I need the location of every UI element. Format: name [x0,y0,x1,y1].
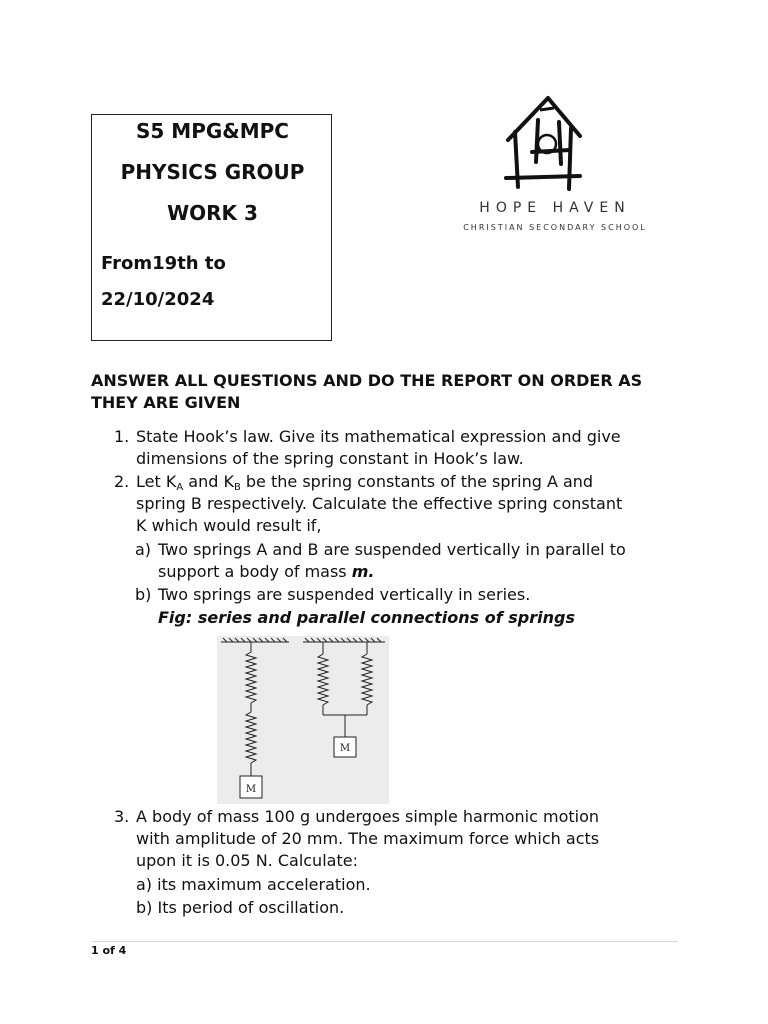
q2-subscript-a: A [176,482,184,493]
question-3-number: 3. [114,807,130,826]
title-line-class: S5 MPG&MPC [136,119,289,143]
title-line-subject: PHYSICS GROUP [120,160,305,184]
q2-text-rest: be the spring constants of the spring A and [240,472,594,491]
parallel-mass-label: M [339,743,351,754]
page-number: 1 of 4 [91,944,127,957]
school-subtitle: CHRISTIAN SECONDARY SCHOOL [463,223,647,232]
house-logo-icon [440,92,670,192]
question-3-line-2: with amplitude of 20 mm. The maximum force which acts [136,829,600,848]
question-3b: b) Its period of oscillation. [136,898,345,917]
figure-caption: Fig: series and parallel connections of springs [158,608,575,627]
instructions-heading: ANSWER ALL QUESTIONS AND DO THE REPORT ON ORDER AS THEY ARE GIVEN [91,371,643,412]
series-mass-label: M [245,784,257,795]
question-2b-line-1: Two springs are suspended vertically in series. [158,585,531,604]
question-2-line-2: spring B respectively. Calculate the effective spring constant [136,494,623,513]
date-line-to: 22/10/2024 [101,289,215,310]
question-3-line-3: upon it is 0.05 N. Calculate: [136,851,358,870]
q2-subscript-b: B [233,482,241,493]
school-name: HOPE HAVEN [479,200,631,216]
question-2a-line-1: Two springs A and B are suspended vertically in parallel to [158,540,626,559]
springs-figure [217,636,389,804]
q2-text-and-k: and K [183,472,234,491]
question-2a-line-2 [158,561,374,583]
date-line-from: From19th to [101,253,226,274]
q2a-text: support a body of mass [158,562,352,581]
question-1-line-2: dimensions of the spring constant in Hook’s law. [136,449,524,468]
footer-divider [91,941,678,942]
question-3-line-1: A body of mass 100 g undergoes simple harmonic motion [136,807,600,826]
title-line-work: WORK 3 [167,201,258,225]
school-logo [440,92,670,240]
question-2-number: 2. [114,472,130,491]
q2a-mass-symbol: m. [351,562,375,581]
question-2a-label: a) [135,540,152,559]
question-1-number: 1. [114,427,130,446]
question-2-line-3: K which would result if, [136,516,322,535]
springs-diagram [217,636,389,804]
question-1-line-1: State Hook’s law. Give its mathematical expression and give [136,427,621,446]
question-2b-label: b) [135,585,152,604]
q2-text-let-k: Let K [136,472,177,491]
title-box [91,114,332,341]
question-3a: a) its maximum acceleration. [136,875,371,894]
